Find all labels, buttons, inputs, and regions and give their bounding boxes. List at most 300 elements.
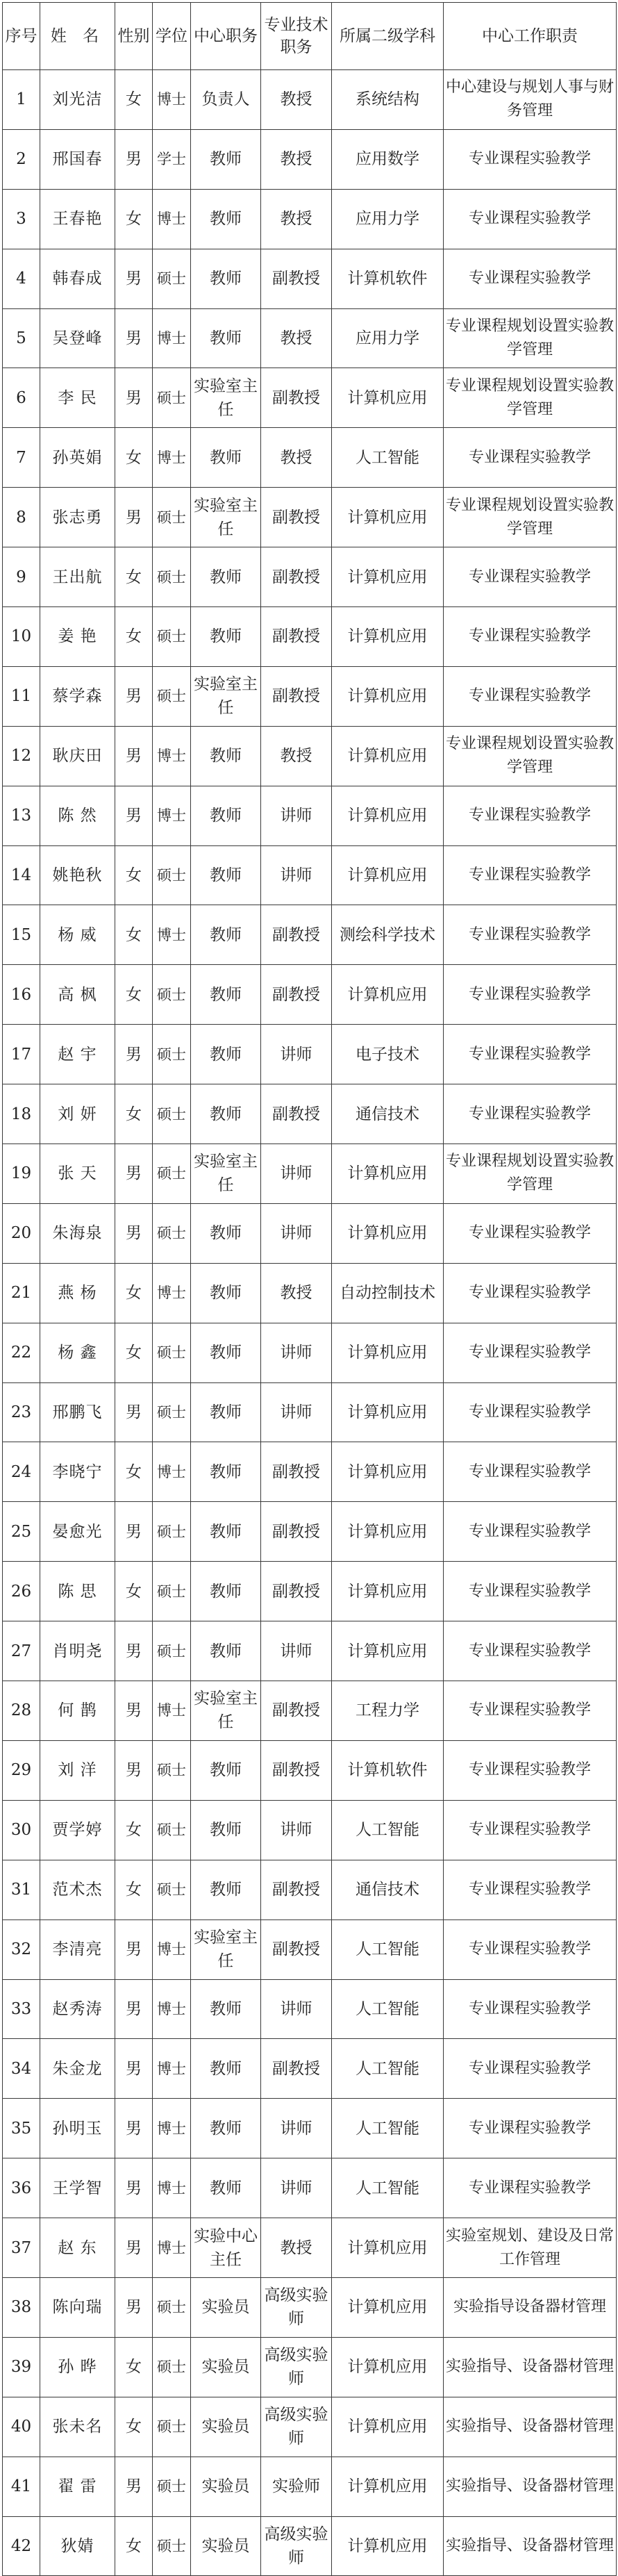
name-cell: 刘 洋 <box>40 1740 115 1800</box>
index-cell: 12 <box>3 726 40 786</box>
title-cell: 副教授 <box>261 1562 332 1621</box>
index-cell: 9 <box>3 547 40 607</box>
position-cell: 教师 <box>191 1442 261 1502</box>
title-cell: 高级实验师 <box>261 2277 332 2337</box>
degree-cell: 博士 <box>153 189 191 249</box>
gender-cell: 男 <box>115 1919 153 1979</box>
index-cell: 8 <box>3 488 40 547</box>
discipline-cell: 人工智能 <box>332 1800 444 1860</box>
title-cell: 副教授 <box>261 1860 332 1919</box>
table-row <box>3 2158 617 2218</box>
degree-cell: 博士 <box>153 2039 191 2099</box>
gender-cell: 女 <box>115 1800 153 1860</box>
degree-cell: 博士 <box>153 2099 191 2158</box>
degree-cell: 博士 <box>153 1442 191 1502</box>
duty-cell: 专业课程规划设置实验教学管理 <box>444 308 617 368</box>
duty-cell: 专业课程实验教学 <box>444 1203 617 1263</box>
position-cell: 实验室主任 <box>191 1681 261 1741</box>
gender-cell: 女 <box>115 607 153 667</box>
duty-cell: 专业课程实验教学 <box>444 1323 617 1382</box>
table-row <box>3 666 617 726</box>
degree-cell: 硕士 <box>153 1084 191 1144</box>
gender-cell: 男 <box>115 308 153 368</box>
table-row <box>3 1144 617 1204</box>
position-cell: 教师 <box>191 965 261 1025</box>
discipline-cell: 通信技术 <box>332 1860 444 1919</box>
header-name: 姓 名 <box>40 3 115 70</box>
position-cell: 教师 <box>191 1979 261 2039</box>
gender-cell: 男 <box>115 249 153 308</box>
index-cell: 23 <box>3 1382 40 1442</box>
degree-cell: 硕士 <box>153 1502 191 1562</box>
discipline-cell: 计算机软件 <box>332 1740 444 1800</box>
gender-cell: 男 <box>115 726 153 786</box>
index-cell: 7 <box>3 428 40 488</box>
duty-cell: 专业课程规划设置实验教学管理 <box>444 1144 617 1204</box>
discipline-cell: 电子技术 <box>332 1025 444 1084</box>
discipline-cell: 计算机应用 <box>332 1621 444 1681</box>
degree-cell: 硕士 <box>153 249 191 308</box>
table-row <box>3 1203 617 1263</box>
discipline-cell: 计算机应用 <box>332 2457 444 2516</box>
discipline-cell: 计算机应用 <box>332 2516 444 2576</box>
gender-cell: 男 <box>115 1502 153 1562</box>
degree-cell: 硕士 <box>153 2337 191 2397</box>
position-cell: 教师 <box>191 1800 261 1860</box>
index-cell: 21 <box>3 1263 40 1323</box>
degree-cell: 博士 <box>153 428 191 488</box>
name-cell: 杨 鑫 <box>40 1323 115 1382</box>
duty-cell: 专业课程实验教学 <box>444 2158 617 2218</box>
name-cell: 姚艳秋 <box>40 845 115 905</box>
discipline-cell: 计算机应用 <box>332 1562 444 1621</box>
position-cell: 教师 <box>191 1323 261 1382</box>
degree-cell: 硕士 <box>153 1203 191 1263</box>
gender-cell: 男 <box>115 2277 153 2337</box>
title-cell: 教授 <box>261 726 332 786</box>
name-cell: 孙 晔 <box>40 2337 115 2397</box>
name-cell: 韩春成 <box>40 249 115 308</box>
name-cell: 蔡学森 <box>40 666 115 726</box>
degree-cell: 硕士 <box>153 488 191 547</box>
position-cell: 实验室主任 <box>191 1919 261 1979</box>
gender-cell: 男 <box>115 1203 153 1263</box>
table-row <box>3 1740 617 1800</box>
gender-cell: 男 <box>115 129 153 189</box>
index-cell: 33 <box>3 1979 40 2039</box>
table-row <box>3 1562 617 1621</box>
title-cell: 讲师 <box>261 1323 332 1382</box>
position-cell: 实验室主任 <box>191 1144 261 1204</box>
table-row <box>3 2039 617 2099</box>
name-cell: 邢鹏飞 <box>40 1382 115 1442</box>
title-cell: 讲师 <box>261 1025 332 1084</box>
gender-cell: 男 <box>115 1382 153 1442</box>
discipline-cell: 计算机应用 <box>332 1442 444 1502</box>
discipline-cell: 计算机应用 <box>332 547 444 607</box>
name-cell: 朱金龙 <box>40 2039 115 2099</box>
duty-cell: 专业课程实验教学 <box>444 428 617 488</box>
degree-cell: 硕士 <box>153 2516 191 2576</box>
table-row <box>3 249 617 308</box>
degree-cell: 硕士 <box>153 1621 191 1681</box>
gender-cell: 男 <box>115 1681 153 1741</box>
degree-cell: 硕士 <box>153 1144 191 1204</box>
discipline-cell: 计算机应用 <box>332 2218 444 2278</box>
discipline-cell: 应用力学 <box>332 308 444 368</box>
table-row <box>3 129 617 189</box>
title-cell: 副教授 <box>261 607 332 667</box>
index-cell: 20 <box>3 1203 40 1263</box>
degree-cell: 硕士 <box>153 368 191 428</box>
degree-cell: 硕士 <box>153 2277 191 2337</box>
degree-cell: 博士 <box>153 905 191 965</box>
duty-cell: 实验指导、设备器材管理 <box>444 2397 617 2457</box>
table-header <box>3 3 617 70</box>
degree-cell: 博士 <box>153 1681 191 1741</box>
table-row <box>3 2457 617 2516</box>
gender-cell: 女 <box>115 1860 153 1919</box>
table-row <box>3 308 617 368</box>
header-row <box>3 3 617 70</box>
title-cell: 高级实验师 <box>261 2337 332 2397</box>
duty-cell: 实验指导、设备器材管理 <box>444 2516 617 2576</box>
gender-cell: 男 <box>115 1740 153 1800</box>
position-cell: 教师 <box>191 1562 261 1621</box>
duty-cell: 专业课程实验教学 <box>444 666 617 726</box>
table-row <box>3 607 617 667</box>
gender-cell: 女 <box>115 1323 153 1382</box>
name-cell: 李晓宁 <box>40 1442 115 1502</box>
index-cell: 24 <box>3 1442 40 1502</box>
degree-cell: 博士 <box>153 786 191 845</box>
gender-cell: 女 <box>115 965 153 1025</box>
title-cell: 讲师 <box>261 2158 332 2218</box>
position-cell: 教师 <box>191 786 261 845</box>
header-discipline: 所属二级学科 <box>332 3 444 70</box>
position-cell: 实验员 <box>191 2277 261 2337</box>
discipline-cell: 计算机应用 <box>332 368 444 428</box>
degree-cell: 硕士 <box>153 1800 191 1860</box>
index-cell: 2 <box>3 129 40 189</box>
title-cell: 讲师 <box>261 1144 332 1204</box>
index-cell: 37 <box>3 2218 40 2278</box>
degree-cell: 硕士 <box>153 2457 191 2516</box>
duty-cell: 专业课程实验教学 <box>444 1621 617 1681</box>
name-cell: 晏愈光 <box>40 1502 115 1562</box>
duty-cell: 专业课程实验教学 <box>444 547 617 607</box>
title-cell: 高级实验师 <box>261 2397 332 2457</box>
header-degree: 学位 <box>153 3 191 70</box>
title-cell: 副教授 <box>261 547 332 607</box>
duty-cell: 专业课程实验教学 <box>444 1979 617 2039</box>
discipline-cell: 计算机应用 <box>332 786 444 845</box>
table-row <box>3 189 617 249</box>
index-cell: 38 <box>3 2277 40 2337</box>
name-cell: 陈向瑞 <box>40 2277 115 2337</box>
gender-cell: 女 <box>115 1562 153 1621</box>
name-cell: 杨 威 <box>40 905 115 965</box>
table-row <box>3 905 617 965</box>
duty-cell: 中心建设与规划人事与财务管理 <box>444 70 617 130</box>
name-cell: 耿庆田 <box>40 726 115 786</box>
table-row <box>3 1860 617 1919</box>
duty-cell: 专业课程规划设置实验教学管理 <box>444 726 617 786</box>
index-cell: 18 <box>3 1084 40 1144</box>
discipline-cell: 通信技术 <box>332 1084 444 1144</box>
name-cell: 张志勇 <box>40 488 115 547</box>
discipline-cell: 测绘科学技术 <box>332 905 444 965</box>
position-cell: 教师 <box>191 1502 261 1562</box>
gender-cell: 女 <box>115 70 153 130</box>
index-cell: 34 <box>3 2039 40 2099</box>
discipline-cell: 计算机软件 <box>332 249 444 308</box>
position-cell: 教师 <box>191 1860 261 1919</box>
gender-cell: 男 <box>115 1621 153 1681</box>
index-cell: 25 <box>3 1502 40 1562</box>
gender-cell: 女 <box>115 1263 153 1323</box>
duty-cell: 实验指导设备器材管理 <box>444 2277 617 2337</box>
position-cell: 教师 <box>191 129 261 189</box>
duty-cell: 专业课程实验教学 <box>444 845 617 905</box>
table-row <box>3 368 617 428</box>
duty-cell: 专业课程实验教学 <box>444 1860 617 1919</box>
gender-cell: 男 <box>115 1025 153 1084</box>
duty-cell: 专业课程实验教学 <box>444 189 617 249</box>
table-row <box>3 1502 617 1562</box>
index-cell: 27 <box>3 1621 40 1681</box>
gender-cell: 男 <box>115 488 153 547</box>
discipline-cell: 计算机应用 <box>332 845 444 905</box>
duty-cell: 专业课程实验教学 <box>444 786 617 845</box>
title-cell: 副教授 <box>261 905 332 965</box>
table-row <box>3 547 617 607</box>
discipline-cell: 人工智能 <box>332 1919 444 1979</box>
title-cell: 副教授 <box>261 1084 332 1144</box>
title-cell: 教授 <box>261 2218 332 2278</box>
degree-cell: 博士 <box>153 70 191 130</box>
duty-cell: 专业课程实验教学 <box>444 1442 617 1502</box>
title-cell: 副教授 <box>261 1502 332 1562</box>
name-cell: 孙英娟 <box>40 428 115 488</box>
title-cell: 副教授 <box>261 249 332 308</box>
duty-cell: 专业课程实验教学 <box>444 1681 617 1741</box>
table-row <box>3 726 617 786</box>
position-cell: 实验员 <box>191 2516 261 2576</box>
gender-cell: 女 <box>115 428 153 488</box>
table-body <box>3 70 617 2576</box>
degree-cell: 硕士 <box>153 845 191 905</box>
name-cell: 翟 雷 <box>40 2457 115 2516</box>
discipline-cell: 计算机应用 <box>332 1144 444 1204</box>
index-cell: 10 <box>3 607 40 667</box>
index-cell: 41 <box>3 2457 40 2516</box>
title-cell: 副教授 <box>261 965 332 1025</box>
index-cell: 3 <box>3 189 40 249</box>
name-cell: 王出航 <box>40 547 115 607</box>
gender-cell: 男 <box>115 2457 153 2516</box>
degree-cell: 硕士 <box>153 547 191 607</box>
table-row <box>3 1263 617 1323</box>
gender-cell: 女 <box>115 2337 153 2397</box>
position-cell: 教师 <box>191 905 261 965</box>
index-cell: 5 <box>3 308 40 368</box>
position-cell: 教师 <box>191 2099 261 2158</box>
degree-cell: 博士 <box>153 1979 191 2039</box>
index-cell: 30 <box>3 1800 40 1860</box>
position-cell: 教师 <box>191 1382 261 1442</box>
degree-cell: 硕士 <box>153 1740 191 1800</box>
table-row <box>3 1800 617 1860</box>
gender-cell: 男 <box>115 1144 153 1204</box>
position-cell: 教师 <box>191 1263 261 1323</box>
title-cell: 副教授 <box>261 1442 332 1502</box>
degree-cell: 硕士 <box>153 2397 191 2457</box>
name-cell: 赵 东 <box>40 2218 115 2278</box>
position-cell: 教师 <box>191 845 261 905</box>
discipline-cell: 计算机应用 <box>332 2337 444 2397</box>
index-cell: 11 <box>3 666 40 726</box>
title-cell: 副教授 <box>261 488 332 547</box>
title-cell: 讲师 <box>261 2099 332 2158</box>
name-cell: 邢国春 <box>40 129 115 189</box>
discipline-cell: 计算机应用 <box>332 607 444 667</box>
duty-cell: 专业课程实验教学 <box>444 1800 617 1860</box>
name-cell: 刘 妍 <box>40 1084 115 1144</box>
name-cell: 王学智 <box>40 2158 115 2218</box>
duty-cell: 专业课程实验教学 <box>444 1919 617 1979</box>
degree-cell: 硕士 <box>153 1025 191 1084</box>
position-cell: 教师 <box>191 189 261 249</box>
duty-cell: 专业课程规划设置实验教学管理 <box>444 488 617 547</box>
gender-cell: 女 <box>115 189 153 249</box>
title-cell: 副教授 <box>261 1740 332 1800</box>
title-cell: 副教授 <box>261 2039 332 2099</box>
position-cell: 教师 <box>191 547 261 607</box>
title-cell: 讲师 <box>261 1382 332 1442</box>
gender-cell: 男 <box>115 786 153 845</box>
gender-cell: 女 <box>115 1084 153 1144</box>
gender-cell: 女 <box>115 845 153 905</box>
duty-cell: 专业课程实验教学 <box>444 2039 617 2099</box>
staff-table-sheet <box>2 2 617 2576</box>
name-cell: 张未名 <box>40 2397 115 2457</box>
discipline-cell: 人工智能 <box>332 2099 444 2158</box>
title-cell: 讲师 <box>261 1800 332 1860</box>
name-cell: 范术杰 <box>40 1860 115 1919</box>
name-cell: 王春艳 <box>40 189 115 249</box>
name-cell: 张 天 <box>40 1144 115 1204</box>
title-cell: 副教授 <box>261 1919 332 1979</box>
name-cell: 燕 杨 <box>40 1263 115 1323</box>
header-gender: 性别 <box>115 3 153 70</box>
discipline-cell: 计算机应用 <box>332 965 444 1025</box>
index-cell: 40 <box>3 2397 40 2457</box>
title-cell: 教授 <box>261 70 332 130</box>
name-cell: 刘光洁 <box>40 70 115 130</box>
duty-cell: 专业课程实验教学 <box>444 607 617 667</box>
discipline-cell: 应用力学 <box>332 189 444 249</box>
duty-cell: 专业课程实验教学 <box>444 1502 617 1562</box>
position-cell: 实验员 <box>191 2457 261 2516</box>
index-cell: 22 <box>3 1323 40 1382</box>
title-cell: 实验师 <box>261 2457 332 2516</box>
discipline-cell: 计算机应用 <box>332 2277 444 2337</box>
gender-cell: 女 <box>115 2516 153 2576</box>
table-row <box>3 965 617 1025</box>
index-cell: 19 <box>3 1144 40 1204</box>
index-cell: 13 <box>3 786 40 845</box>
discipline-cell: 人工智能 <box>332 2158 444 2218</box>
index-cell: 14 <box>3 845 40 905</box>
duty-cell: 实验室规划、建设及日常工作管理 <box>444 2218 617 2278</box>
duty-cell: 专业课程规划设置实验教学管理 <box>444 368 617 428</box>
gender-cell: 男 <box>115 666 153 726</box>
table-row <box>3 1919 617 1979</box>
title-cell: 讲师 <box>261 1203 332 1263</box>
header-index: 序号 <box>3 3 40 70</box>
table-row <box>3 1979 617 2039</box>
discipline-cell: 人工智能 <box>332 428 444 488</box>
discipline-cell: 计算机应用 <box>332 726 444 786</box>
table-row <box>3 488 617 547</box>
degree-cell: 硕士 <box>153 1562 191 1621</box>
table-row <box>3 1382 617 1442</box>
position-cell: 教师 <box>191 249 261 308</box>
title-cell: 高级实验师 <box>261 2516 332 2576</box>
discipline-cell: 人工智能 <box>332 1979 444 2039</box>
title-cell: 教授 <box>261 308 332 368</box>
title-cell: 教授 <box>261 189 332 249</box>
discipline-cell: 自动控制技术 <box>332 1263 444 1323</box>
name-cell: 高 枫 <box>40 965 115 1025</box>
table-row <box>3 428 617 488</box>
degree-cell: 博士 <box>153 726 191 786</box>
position-cell: 教师 <box>191 607 261 667</box>
name-cell: 肖明尧 <box>40 1621 115 1681</box>
duty-cell: 实验指导、设备器材管理 <box>444 2457 617 2516</box>
name-cell: 赵 宇 <box>40 1025 115 1084</box>
duty-cell: 实验指导、设备器材管理 <box>444 2337 617 2397</box>
gender-cell: 女 <box>115 1442 153 1502</box>
table-row <box>3 1084 617 1144</box>
index-cell: 29 <box>3 1740 40 1800</box>
degree-cell: 硕士 <box>153 666 191 726</box>
index-cell: 42 <box>3 2516 40 2576</box>
table-row <box>3 2099 617 2158</box>
name-cell: 吴登峰 <box>40 308 115 368</box>
gender-cell: 男 <box>115 2099 153 2158</box>
degree-cell: 硕士 <box>153 965 191 1025</box>
name-cell: 李 民 <box>40 368 115 428</box>
degree-cell: 博士 <box>153 2158 191 2218</box>
gender-cell: 男 <box>115 2218 153 2278</box>
table-row <box>3 70 617 130</box>
position-cell: 教师 <box>191 1203 261 1263</box>
discipline-cell: 系统结构 <box>332 70 444 130</box>
gender-cell: 男 <box>115 1979 153 2039</box>
position-cell: 教师 <box>191 2158 261 2218</box>
discipline-cell: 计算机应用 <box>332 1382 444 1442</box>
table-row <box>3 2397 617 2457</box>
index-cell: 6 <box>3 368 40 428</box>
gender-cell: 男 <box>115 2039 153 2099</box>
degree-cell: 硕士 <box>153 1860 191 1919</box>
degree-cell: 博士 <box>153 1263 191 1323</box>
duty-cell: 专业课程实验教学 <box>444 249 617 308</box>
position-cell: 实验员 <box>191 2337 261 2397</box>
position-cell: 教师 <box>191 1084 261 1144</box>
